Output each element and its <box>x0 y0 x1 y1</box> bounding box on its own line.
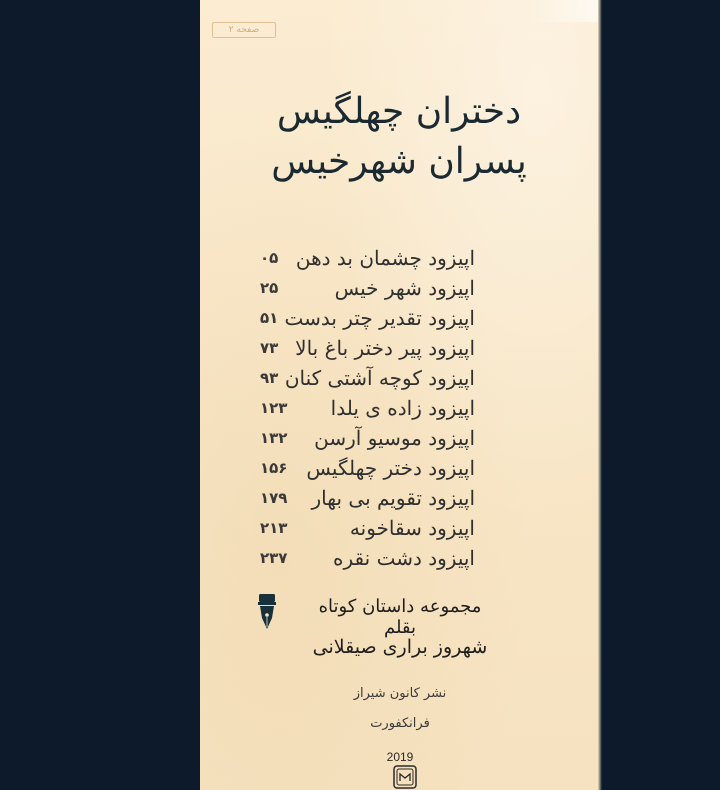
page-edge <box>598 0 602 790</box>
toc-page-number: ۲۳۷ <box>260 549 288 567</box>
toc-episode-title: اپیزود دشت نقره <box>333 546 475 570</box>
publisher-name: نشر کانون شیراز <box>353 686 447 701</box>
toc-page-number: ۹۳ <box>260 369 279 387</box>
toc-episode-title: اپیزود تقویم بی بهار <box>311 486 475 510</box>
toc-page-number: ۲۵ <box>260 279 279 297</box>
toc-episode-title: اپیزود دختر چهلگیس <box>306 456 475 480</box>
fountain-pen-nib-icon <box>258 594 276 630</box>
toc-page-number: ۷۳ <box>260 339 279 357</box>
toc-item <box>260 363 475 393</box>
page-number-stamp: صفحه ۲ <box>212 22 276 38</box>
toc-item <box>260 303 475 333</box>
toc-episode-title: اپیزود تقدیر چتر بدست <box>284 306 475 330</box>
publication-year: 2019 <box>386 750 414 764</box>
toc-page-number: ۵۱ <box>260 309 279 327</box>
toc-item <box>260 543 475 573</box>
toc-page-number: ۲۱۳ <box>260 519 288 537</box>
author-name: شهروز براری صیقلانی <box>312 636 488 658</box>
toc-item <box>260 423 475 453</box>
toc-item <box>260 513 475 543</box>
publication-city: فرانکفورت <box>370 716 430 731</box>
toc-item <box>260 393 475 423</box>
toc-item <box>260 243 475 273</box>
toc-episode-title: اپیزود زاده ی یلدا <box>330 396 475 420</box>
toc-episode-title: اپیزود سقاخونه <box>349 516 475 540</box>
toc-episode-title: اپیزود چشمان بد دهن <box>295 246 475 270</box>
toc-page-number: ۱۲۳ <box>260 399 288 417</box>
collection-subtitle: مجموعه داستان کوتاه بقلم <box>318 596 482 638</box>
toc-item <box>260 273 475 303</box>
toc-page-number: ۱۳۲ <box>260 429 288 447</box>
book-page <box>200 0 598 790</box>
publisher-logo <box>393 765 417 789</box>
corner-decoration <box>528 0 598 22</box>
toc-item <box>260 453 475 483</box>
toc-page-number: ۱۷۹ <box>260 489 288 507</box>
toc-episode-title: اپیزود شهر خیس <box>334 276 475 300</box>
toc-page-number: ۰۵ <box>260 249 279 267</box>
toc-item <box>260 483 475 513</box>
book-title-line-2: پسران شهرخیس <box>271 141 527 182</box>
toc-page-number: ۱۵۶ <box>260 459 288 477</box>
toc-episode-title: اپیزود پیر دختر باغ بالا <box>295 336 475 360</box>
toc-episode-title: اپیزود کوچه آشتی کنان <box>284 366 475 390</box>
toc-item <box>260 333 475 363</box>
book-title-line-1: دختران چهلگیس <box>276 91 522 132</box>
table-of-contents <box>260 243 475 573</box>
toc-episode-title: اپیزود موسیو آرسن <box>314 426 475 450</box>
